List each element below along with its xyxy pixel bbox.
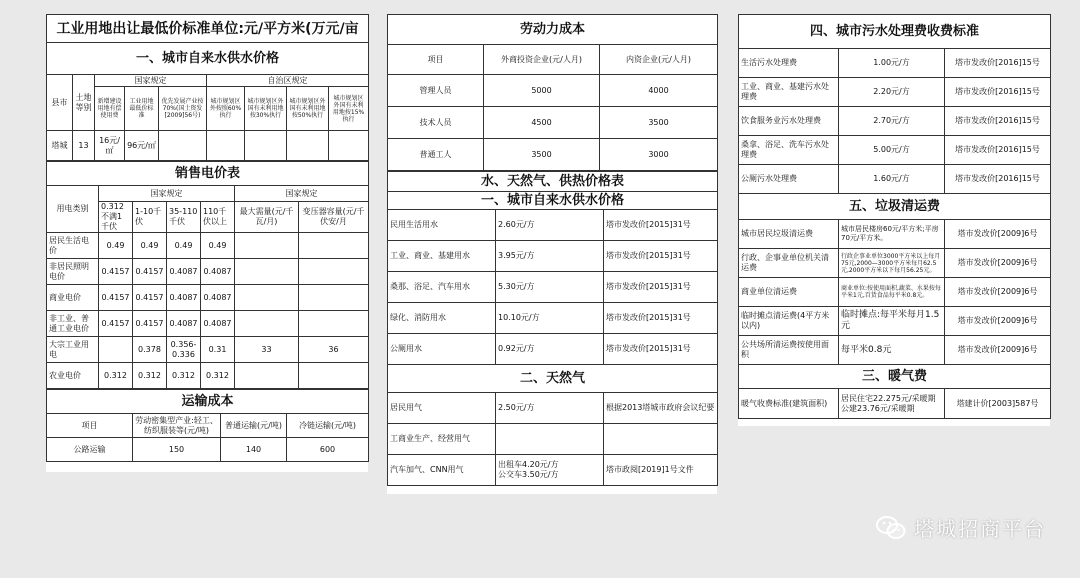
gas-row-price: 2.50元/方 bbox=[496, 393, 604, 424]
sewage-row-doc: 塔市发改价[2016]15号 bbox=[945, 107, 1051, 136]
gas-row-name: 工商业生产、经营用气 bbox=[388, 424, 496, 455]
middle-water-title: 一、城市自来水供水价格 bbox=[388, 192, 718, 210]
table-row bbox=[388, 455, 718, 486]
land-col-county: 县市 bbox=[47, 75, 73, 131]
water-row-price: 2.60元/方 bbox=[496, 210, 604, 241]
sewage-row-price: 1.60元/方 bbox=[839, 165, 945, 194]
water-row-doc: 塔市发改价[2015]31号 bbox=[604, 272, 718, 303]
table-row bbox=[47, 337, 369, 363]
heat-row-name: 暖气收费标准(建筑面积) bbox=[739, 389, 839, 419]
garbage-row-doc: 塔市发改价[2009]6号 bbox=[945, 336, 1051, 365]
elec-cell: 33 bbox=[235, 337, 299, 363]
elec-cell: 0.4087 bbox=[167, 311, 201, 337]
garbage-row-name: 公共场所清运费按使用面积 bbox=[739, 336, 839, 365]
table-row bbox=[739, 165, 1051, 194]
water-row-doc: 塔市发改价[2015]31号 bbox=[604, 241, 718, 272]
elec-cell: 0.4157 bbox=[133, 259, 167, 285]
sewage-row-name: 生活污水处理费 bbox=[739, 49, 839, 78]
gas-row-price: 出租车4.20元/方 公交车3.50元/方 bbox=[496, 455, 604, 486]
elec-cell: 36 bbox=[299, 337, 369, 363]
land-row-county: 塔城 bbox=[47, 131, 73, 161]
garbage-row-doc: 塔市发改价[2009]6号 bbox=[945, 278, 1051, 307]
land-row-n1: 16元/㎡ bbox=[95, 131, 125, 161]
land-col-n1: 新增建设用地有偿使用费 bbox=[95, 87, 125, 131]
table-row bbox=[388, 393, 718, 424]
labor-table bbox=[387, 14, 718, 171]
labor-row-name: 管理人员 bbox=[388, 75, 484, 107]
land-price-table bbox=[46, 14, 369, 161]
elec-cell: 0.356-0.336 bbox=[167, 337, 201, 363]
elec-cell bbox=[235, 363, 299, 389]
sewage-table bbox=[738, 14, 1051, 419]
elec-col-national: 国家规定 bbox=[99, 186, 235, 202]
table-row bbox=[739, 336, 1051, 365]
table-row bbox=[388, 424, 718, 455]
table-row bbox=[47, 285, 369, 311]
trans-col-c1: 劳动密集型产业:轻工、纺织服装等(元/吨) bbox=[133, 414, 221, 438]
land-col-autonomous: 自治区规定 bbox=[207, 75, 369, 87]
gas-row-price bbox=[496, 424, 604, 455]
elec-cell bbox=[235, 285, 299, 311]
garbage-title: 五、垃圾清运费 bbox=[739, 194, 1051, 220]
elec-cell: 0.4087 bbox=[167, 285, 201, 311]
wechat-icon bbox=[876, 515, 906, 541]
garbage-row-doc: 塔市发改价[2009]6号 bbox=[945, 249, 1051, 278]
land-col-a1: 城市规划区外按照60%执行 bbox=[207, 87, 245, 131]
sewage-row-price: 2.70元/方 bbox=[839, 107, 945, 136]
elec-cell: 0.4087 bbox=[201, 285, 235, 311]
table-row bbox=[388, 210, 718, 241]
labor-row-domestic: 3000 bbox=[600, 139, 718, 171]
land-col-a4: 城市规划区外国有未利用地按15%执行 bbox=[329, 87, 369, 131]
garbage-row-price: 每平米0.8元 bbox=[839, 336, 945, 365]
garbage-row-name: 城市居民垃圾清运费 bbox=[739, 220, 839, 249]
gas-row-name: 汽车加气、CNN用气 bbox=[388, 455, 496, 486]
land-row-grade: 13 bbox=[73, 131, 95, 161]
table-row bbox=[739, 78, 1051, 107]
elec-row-name: 居民生活电价 bbox=[47, 233, 99, 259]
elec-col-type: 用电类别 bbox=[47, 186, 99, 233]
labor-row-domestic: 4000 bbox=[600, 75, 718, 107]
sewage-row-doc: 塔市发改价[2016]15号 bbox=[945, 49, 1051, 78]
table-row bbox=[739, 107, 1051, 136]
land-row-n2: 96元/㎡ bbox=[125, 131, 159, 161]
elec-col-c5: 最大需量(元/千瓦/月) bbox=[235, 202, 299, 233]
trans-row-c3: 600 bbox=[287, 438, 369, 462]
elec-cell: 0.4157 bbox=[133, 285, 167, 311]
elec-col-c2: 1-10千伏 bbox=[133, 202, 167, 233]
land-col-n2: 工业用地最低价标准 bbox=[125, 87, 159, 131]
garbage-row-price: 商业单位:按使用面积,蔬菜、水果按每平米1元,百货食品每平米0.8元。 bbox=[839, 278, 945, 307]
sewage-row-doc: 塔市发改价[2016]15号 bbox=[945, 78, 1051, 107]
water-row-name: 公厕用水 bbox=[388, 334, 496, 365]
table-row bbox=[739, 136, 1051, 165]
watermark-text: 塔城招商平台 bbox=[914, 517, 1046, 541]
elec-cell bbox=[299, 259, 369, 285]
elec-cell bbox=[299, 285, 369, 311]
elec-cell: 0.312 bbox=[99, 363, 133, 389]
water-row-doc: 塔市发改价[2015]31号 bbox=[604, 303, 718, 334]
elec-cell: 0.4157 bbox=[99, 285, 133, 311]
sewage-row-doc: 塔市发改价[2016]15号 bbox=[945, 136, 1051, 165]
elec-cell: 0.312 bbox=[167, 363, 201, 389]
gas-title: 二、天然气 bbox=[388, 365, 718, 393]
water-row-name: 民用生活用水 bbox=[388, 210, 496, 241]
land-col-n3: 优先发展产业按70%(国土资发[2009]56号) bbox=[159, 87, 207, 131]
transport-title: 运输成本 bbox=[47, 390, 369, 414]
left-panel bbox=[46, 14, 368, 472]
garbage-row-price: 临时摊点:每平米每月1.5元 bbox=[839, 307, 945, 336]
sewage-row-price: 1.00元/方 bbox=[839, 49, 945, 78]
table-row bbox=[388, 334, 718, 365]
water-row-name: 桑那、浴足、汽车用水 bbox=[388, 272, 496, 303]
table-row bbox=[388, 241, 718, 272]
land-price-title: 工业用地出让最低价标准单位:元/平方米(万元/亩 bbox=[47, 15, 369, 43]
trans-col-c3: 冷链运输(元/吨) bbox=[287, 414, 369, 438]
gas-row-name: 居民用气 bbox=[388, 393, 496, 424]
labor-title: 劳动力成本 bbox=[388, 15, 718, 45]
left-water-title: 一、城市自来水供水价格 bbox=[47, 43, 369, 75]
electricity-title: 销售电价表 bbox=[47, 162, 369, 186]
gas-row-doc: 根据2013塔城市政府会议纪要 bbox=[604, 393, 718, 424]
trans-col-item: 项目 bbox=[47, 414, 133, 438]
elec-cell bbox=[299, 233, 369, 259]
table-row bbox=[47, 311, 369, 337]
labor-row-foreign: 3500 bbox=[484, 139, 600, 171]
labor-col-domestic: 内资企业(元/人月) bbox=[600, 45, 718, 75]
elec-cell: 0.4157 bbox=[99, 311, 133, 337]
sewage-row-name: 桑拿、浴足、洗车污水处理费 bbox=[739, 136, 839, 165]
garbage-row-name: 临时摊点清运费(4平方米以内) bbox=[739, 307, 839, 336]
elec-col-c3: 35-110千伏 bbox=[167, 202, 201, 233]
land-col-a2: 城市规划区外国有未利用地按30%执行 bbox=[245, 87, 287, 131]
sewage-row-name: 公厕污水处理费 bbox=[739, 165, 839, 194]
electricity-table bbox=[46, 161, 369, 389]
utility-title: 水、天然气、供热价格表 bbox=[388, 172, 718, 192]
table-row bbox=[47, 363, 369, 389]
labor-col-foreign: 外商投资企业(元/人月) bbox=[484, 45, 600, 75]
garbage-row-price: 城市居民楼房60元/平方米;平房70元/平方米。 bbox=[839, 220, 945, 249]
elec-cell: 0.4157 bbox=[99, 259, 133, 285]
sewage-row-doc: 塔市发改价[2016]15号 bbox=[945, 165, 1051, 194]
table-row bbox=[388, 75, 718, 107]
gas-row-doc bbox=[604, 424, 718, 455]
sewage-row-price: 5.00元/方 bbox=[839, 136, 945, 165]
elec-row-name: 商业电价 bbox=[47, 285, 99, 311]
elec-row-name: 农业电价 bbox=[47, 363, 99, 389]
elec-cell bbox=[99, 337, 133, 363]
garbage-row-name: 商业单位清运费 bbox=[739, 278, 839, 307]
elec-cell: 0.49 bbox=[99, 233, 133, 259]
labor-row-domestic: 3500 bbox=[600, 107, 718, 139]
water-row-name: 绿化、消防用水 bbox=[388, 303, 496, 334]
trans-row-c2: 140 bbox=[221, 438, 287, 462]
water-row-price: 3.95元/方 bbox=[496, 241, 604, 272]
elec-col-c4: 110千伏以上 bbox=[201, 202, 235, 233]
labor-row-name: 技术人员 bbox=[388, 107, 484, 139]
sewage-title: 四、城市污水处理费收费标准 bbox=[739, 15, 1051, 49]
elec-cell bbox=[235, 311, 299, 337]
land-col-national: 国家规定 bbox=[95, 75, 207, 87]
elec-cell: 0.312 bbox=[133, 363, 167, 389]
water-row-price: 0.92元/方 bbox=[496, 334, 604, 365]
heat-title: 三、暖气费 bbox=[739, 365, 1051, 389]
elec-col-c6: 变压器容量(元/千伏安/月 bbox=[299, 202, 369, 233]
elec-row-name: 大宗工业用电 bbox=[47, 337, 99, 363]
heat-row-doc: 塔建计价[2003]587号 bbox=[945, 389, 1051, 419]
labor-row-foreign: 4500 bbox=[484, 107, 600, 139]
water-row-name: 工业、商业、基建用水 bbox=[388, 241, 496, 272]
elec-cell bbox=[235, 259, 299, 285]
utility-table bbox=[387, 171, 718, 486]
elec-cell: 0.4087 bbox=[201, 259, 235, 285]
garbage-row-doc: 塔市发改价[2009]6号 bbox=[945, 220, 1051, 249]
water-row-price: 10.10元/方 bbox=[496, 303, 604, 334]
heat-row-price: 居民住宅22.275元/采暖期 公建23.76元/采暖期 bbox=[839, 389, 945, 419]
garbage-row-price: 行政企事业单位3000平方米以上每月75元,2000—3000平方米每月62.5元,2000平方米以下每月56.25元。 bbox=[839, 249, 945, 278]
table-row bbox=[388, 272, 718, 303]
sewage-row-name: 饮食服务业污水处理费 bbox=[739, 107, 839, 136]
table-row bbox=[47, 233, 369, 259]
elec-row-name: 非工业、普通工业电价 bbox=[47, 311, 99, 337]
table-row bbox=[388, 107, 718, 139]
trans-row-c1: 150 bbox=[133, 438, 221, 462]
table-row bbox=[739, 49, 1051, 78]
elec-cell: 0.4157 bbox=[133, 311, 167, 337]
table-row bbox=[739, 220, 1051, 249]
sewage-row-name: 工业、商业、基建污水处理费 bbox=[739, 78, 839, 107]
garbage-row-name: 行政、企事业单位机关清运费 bbox=[739, 249, 839, 278]
elec-cell: 0.31 bbox=[201, 337, 235, 363]
water-row-doc: 塔市发改价[2015]31号 bbox=[604, 210, 718, 241]
elec-cell bbox=[299, 311, 369, 337]
land-col-grade: 土地等别 bbox=[73, 75, 95, 131]
elec-row-name: 非居民照明电价 bbox=[47, 259, 99, 285]
table-row bbox=[739, 307, 1051, 336]
water-row-doc: 塔市发改价[2015]31号 bbox=[604, 334, 718, 365]
elec-col-c1: 0.312不满1千伏 bbox=[99, 202, 133, 233]
labor-row-name: 普通工人 bbox=[388, 139, 484, 171]
watermark bbox=[876, 513, 1046, 542]
trans-row-name: 公路运输 bbox=[47, 438, 133, 462]
land-col-a3: 城市规划区外国有未利用地按50%执行 bbox=[287, 87, 329, 131]
garbage-row-doc: 塔市发改价[2009]6号 bbox=[945, 307, 1051, 336]
sewage-row-price: 2.20元/方 bbox=[839, 78, 945, 107]
table-row bbox=[739, 278, 1051, 307]
elec-cell bbox=[235, 233, 299, 259]
gas-row-doc: 塔市政阅[2019]1号文件 bbox=[604, 455, 718, 486]
labor-col-item: 项目 bbox=[388, 45, 484, 75]
elec-cell: 0.312 bbox=[201, 363, 235, 389]
water-row-price: 5.30元/方 bbox=[496, 272, 604, 303]
transport-table bbox=[46, 389, 369, 462]
table-row bbox=[388, 303, 718, 334]
elec-cell: 0.378 bbox=[133, 337, 167, 363]
right-panel bbox=[738, 14, 1050, 426]
elec-cell: 0.49 bbox=[201, 233, 235, 259]
elec-cell: 0.4087 bbox=[167, 259, 201, 285]
table-row bbox=[47, 259, 369, 285]
elec-col-national2: 国家规定 bbox=[235, 186, 369, 202]
elec-cell: 0.49 bbox=[133, 233, 167, 259]
table-row bbox=[388, 139, 718, 171]
elec-cell: 0.4087 bbox=[201, 311, 235, 337]
elec-cell: 0.49 bbox=[167, 233, 201, 259]
labor-row-foreign: 5000 bbox=[484, 75, 600, 107]
trans-col-c2: 普通运输(元/吨) bbox=[221, 414, 287, 438]
table-row bbox=[739, 249, 1051, 278]
elec-cell bbox=[299, 363, 369, 389]
middle-panel bbox=[387, 14, 717, 494]
